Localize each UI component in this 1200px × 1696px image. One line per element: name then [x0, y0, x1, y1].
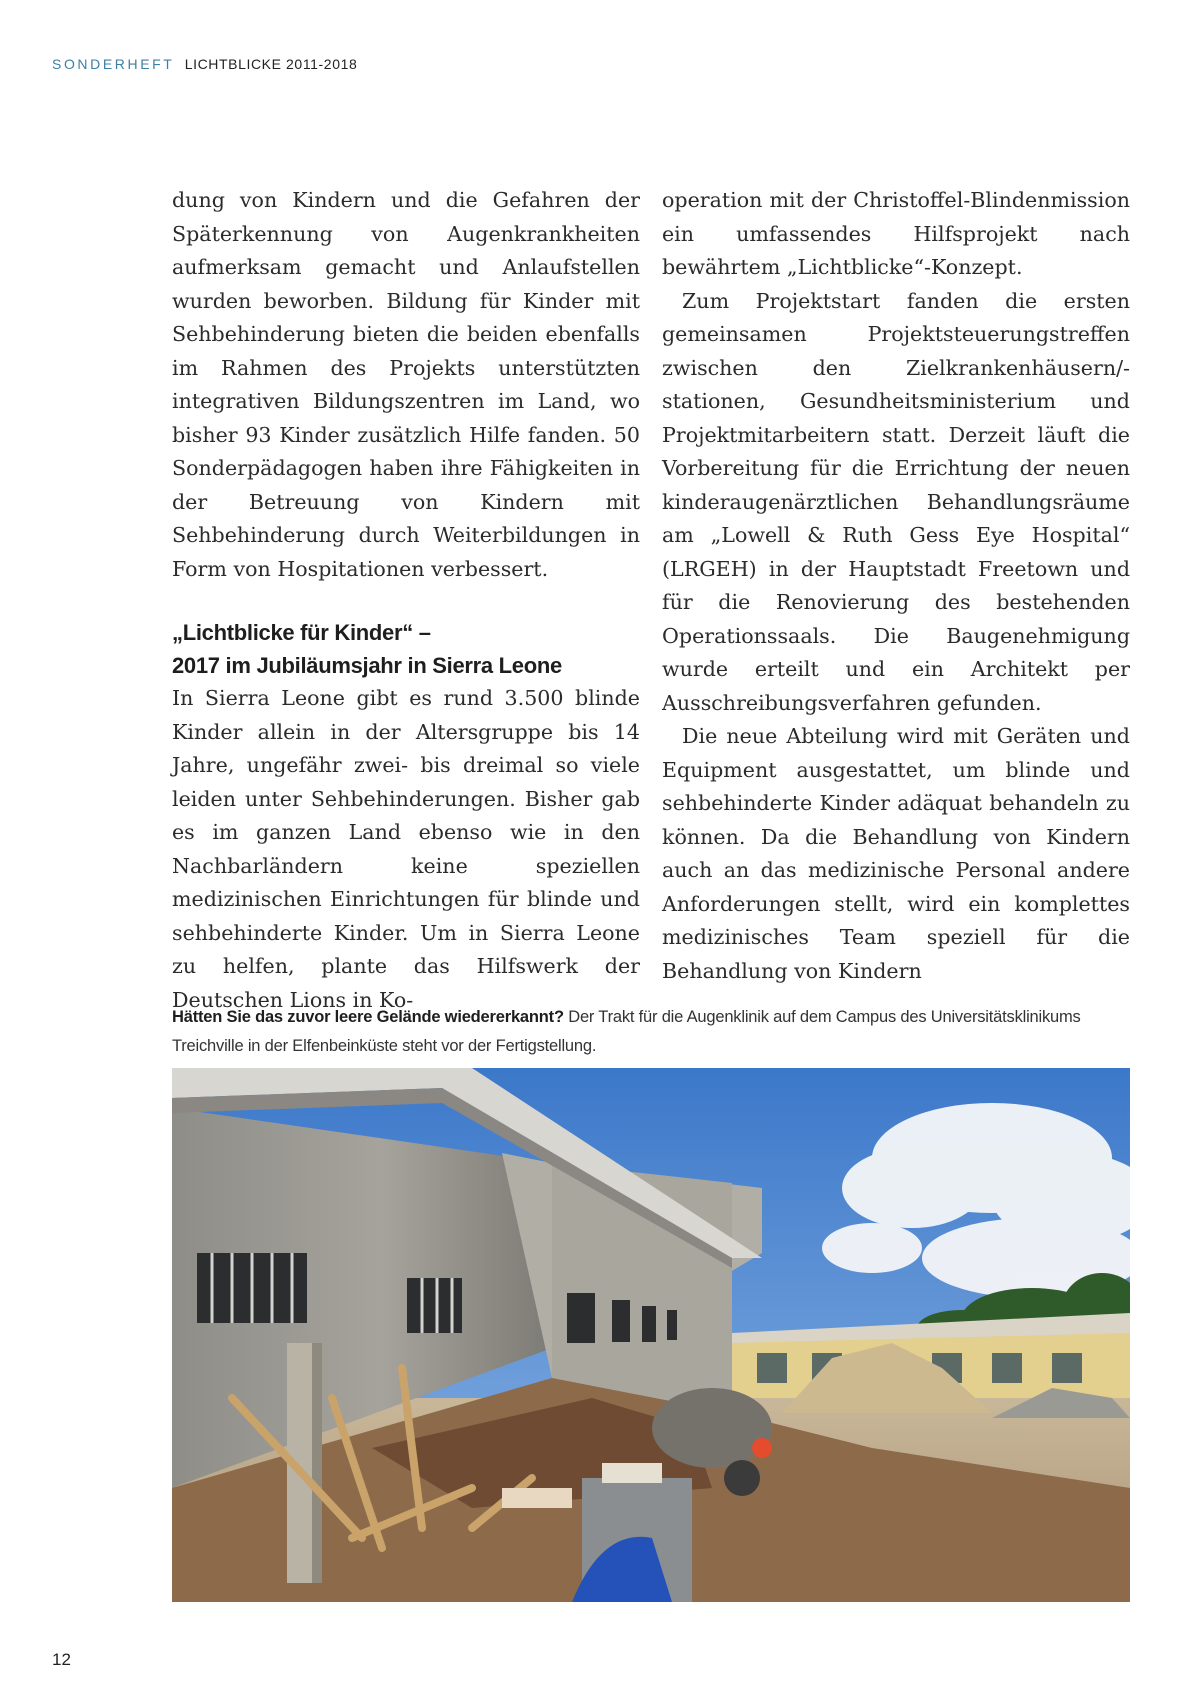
- running-header: [52, 56, 357, 72]
- section-heading-line-1: „Lichtblicke für Kinder“ –: [172, 620, 431, 645]
- right-column: [662, 184, 1130, 988]
- right-paragraph-1: operation mit der Christoffel-Blindenmission ein umfassendes Hilfsprojekt nach bewährtem „Lichtblicke“-Konzept.: [662, 188, 1130, 279]
- caption-text: Der Trakt für die Augenklinik auf dem Campus des Universitätsklinikums Treichville in der Elfenbeinküste steht vor der Fertigstellung.: [172, 1008, 1081, 1055]
- left-column: [172, 184, 640, 1017]
- right-paragraph-3: Die neue Abteilung wird mit Geräten und Equipment ausgestattet, um blinde und sehbehinderte Kinder adäquat behandeln zu können. Da die Behandlung von Kindern auch an das medizinische Personal andere Anforderungen stellt, wird ein komplettes medizinisches Team speziell für die Behandlung von Kindern: [662, 724, 1130, 983]
- page-number: 12: [52, 1650, 71, 1669]
- construction-site-photo: [172, 1068, 1130, 1602]
- left-paragraph-2: In Sierra Leone gibt es rund 3.500 blinde Kinder allein in der Altersgruppe bis 14 Jahre, ungefähr zwei- bis dreimal so viele leiden unter Sehbehinderungen. Bisher gab es im ganzen Land ebenso wie in den Nachbarländern keine speziellen medizinischen Einrichtungen für blinde und sehbehinderte Kinder. Um in Sierra Leone zu helfen, plante das Hilfswerk der Deutschen Lions in Ko-: [172, 686, 640, 1012]
- header-kicker: SONDERHEFT: [52, 56, 175, 72]
- photo-caption: [172, 1003, 1130, 1061]
- left-paragraph-1: dung von Kindern und die Gefahren der Späterkennung von Augenkrankheiten aufmerksam gemacht und Anlaufstellen wurden beworben. Bildung für Kinder mit Sehbehinderung bieten die beiden ebenfalls im Rahmen des Projekts unterstützten integrativen Bildungszentren im Land, wo bisher 93 Kinder zusätzlich Hilfe fanden. 50 Sonderpädagogen haben ihre Fähigkeiten in der Betreuung von Kindern mit Sehbehinderung durch Weiterbildungen in Form von Hospitationen verbessert.: [172, 188, 640, 581]
- section-heading-line-2: 2017 im Jubiläumsjahr in Sierra Leone: [172, 653, 562, 678]
- section-heading: [172, 616, 640, 682]
- caption-lead: Hätten Sie das zuvor leere Gelände wiedererkannt?: [172, 1008, 564, 1026]
- photo-illustration: [172, 1068, 1130, 1602]
- header-title: LICHTBLICKE 2011-2018: [184, 56, 358, 72]
- right-paragraph-2: Zum Projektstart fanden die ersten gemeinsamen Projektsteuerungstreffen zwischen den Zielkrankenhäusern/-stationen, Gesundheitsministerium und Projektmitarbeitern statt. Derzeit läuft die Vorbereitung für die Errichtung der neuen kinderaugenärztlichen Behandlungsräume am „Lowell & Ruth Gess Eye Hospital“ (LRGEH) in der Hauptstadt Freetown und für die Renovierung des bestehenden Operationssaals. Die Baugenehmigung wurde erteilt und ein Architekt per Ausschreibungsverfahren gefunden.: [662, 288, 1130, 715]
